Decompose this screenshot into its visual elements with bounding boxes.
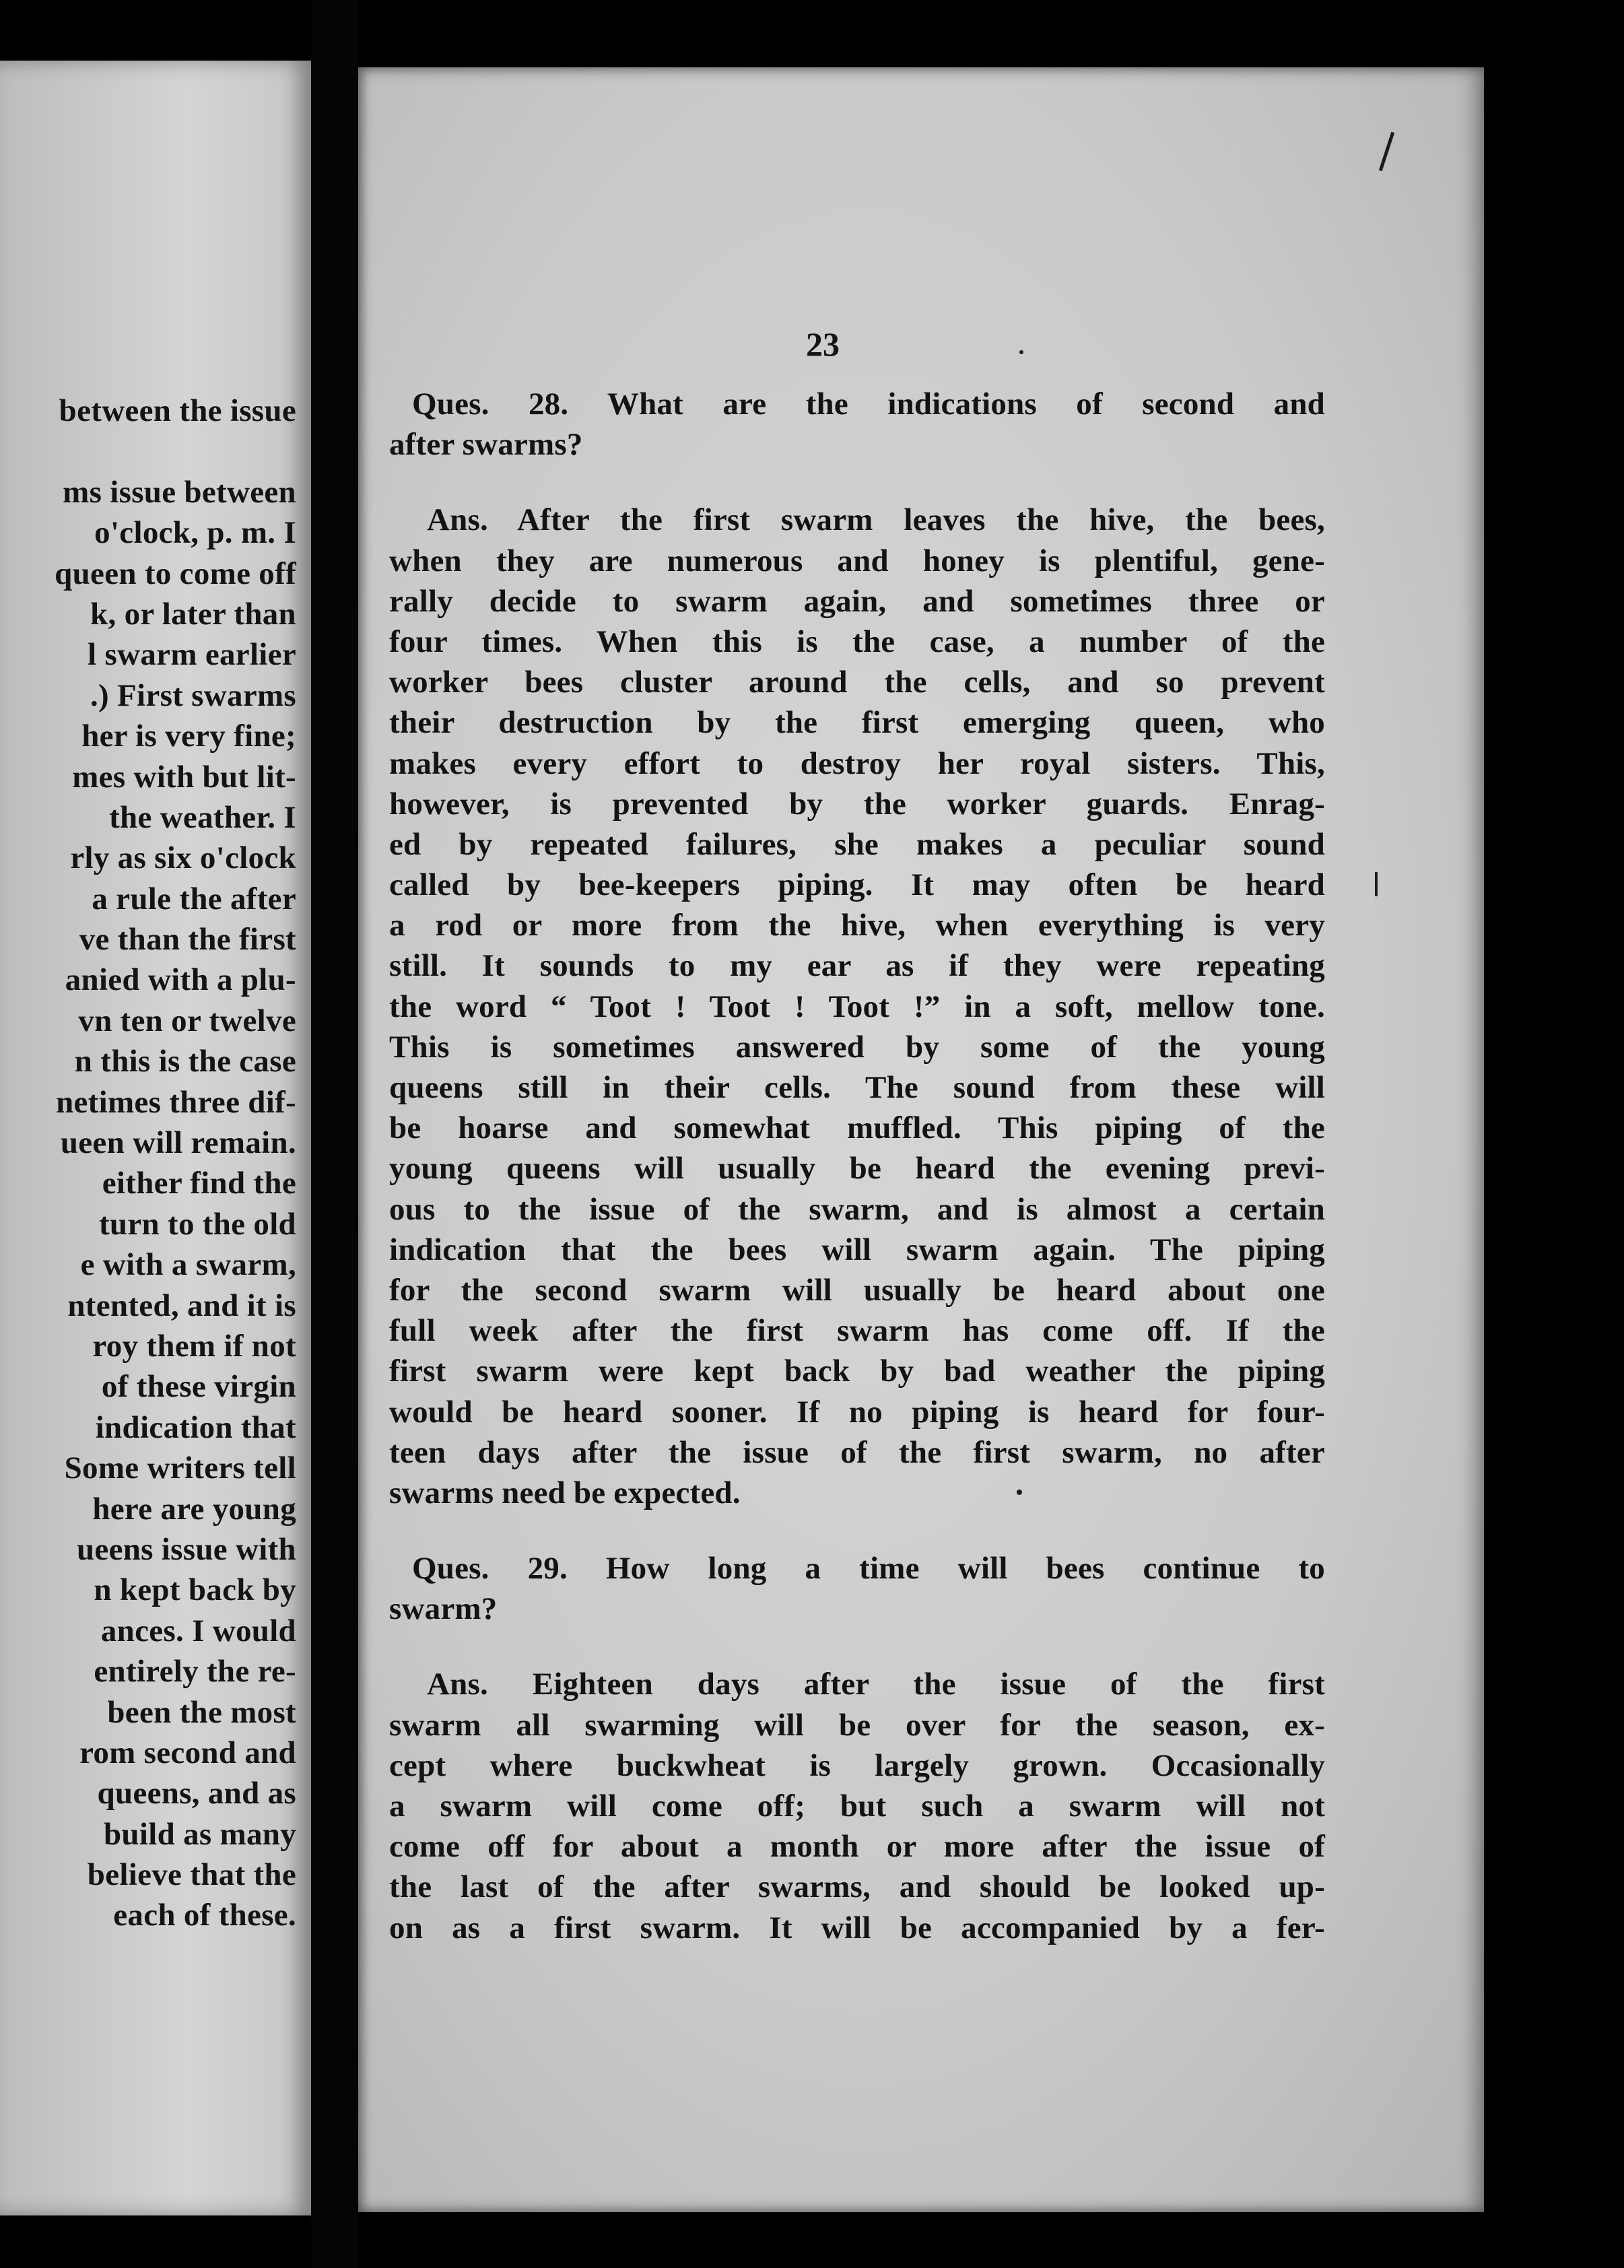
text-line: worker bees cluster around the cells, and so prevent (389, 665, 1325, 700)
left-line: ances. I would (100, 1613, 296, 1648)
margin-speck (1375, 872, 1378, 896)
book-gutter (311, 0, 358, 2268)
left-line: mes with but lit- (72, 759, 296, 795)
left-line: o'clock, p. m. I (94, 515, 296, 551)
text-line: come off for about a month or more after the issue of (389, 1829, 1325, 1865)
text-line: the last of the after swarms, and should be looked up- (389, 1869, 1325, 1905)
left-line: n this is the case (74, 1044, 296, 1079)
text-line: This is sometimes answered by some of the young (389, 1029, 1325, 1065)
left-line: each of these. (113, 1898, 296, 1933)
left-line: e with a swarm, (80, 1247, 296, 1283)
text-line: swarm all swarming will be over for the season, ex- (389, 1707, 1325, 1743)
text-line: full week after the first swarm has come off. If the (389, 1313, 1325, 1349)
left-facing-page (0, 61, 311, 2215)
left-line: of these virgin (101, 1369, 296, 1405)
text-line: Ques. 28. What are the indications of second and (412, 387, 1325, 422)
text-line: be hoarse and somewhat muffled. This piping of the (389, 1110, 1325, 1146)
left-line: ve than the first (79, 922, 296, 958)
left-line: either find the (102, 1166, 296, 1201)
left-line: ueen will remain. (60, 1125, 296, 1161)
text-line: ous to the issue of the swarm, and is almost a certain (389, 1191, 1325, 1227)
margin-speck (1017, 1490, 1022, 1495)
left-line: rom second and (79, 1735, 296, 1770)
left-line: l swarm earlier (88, 637, 296, 673)
question-29 (389, 1548, 1325, 1629)
left-line: ueens issue with (76, 1531, 296, 1567)
text-line: swarms need be expected. (389, 1475, 741, 1510)
left-line: n kept back by (94, 1572, 296, 1608)
left-line: netimes three dif- (56, 1084, 296, 1120)
text-line: however, is prevented by the worker guards. Enrag- (389, 786, 1325, 822)
text-line: their destruction by the first emerging queen, who (389, 705, 1325, 741)
page-body (389, 384, 1325, 1948)
page-number: 23 (806, 325, 840, 363)
left-line: vn ten or twelve (78, 1003, 296, 1038)
text-line: ed by repeated failures, she makes a peculiar sound (389, 826, 1325, 862)
text-line: after swarms? (389, 427, 583, 463)
question-28 (389, 384, 1325, 465)
left-line: turn to the old (98, 1206, 296, 1242)
answer-28 (389, 500, 1325, 1513)
text-line: for the second swarm will usually be heard about one (389, 1272, 1325, 1308)
text-line: Ques. 29. How long a time will bees continue to (412, 1551, 1325, 1587)
left-line: entirely the re- (94, 1654, 296, 1690)
left-line: indication that (95, 1409, 296, 1445)
left-line: anied with a plu- (65, 962, 296, 998)
left-line: k, or later than (90, 596, 296, 632)
left-line: roy them if not (92, 1328, 296, 1364)
left-line: build as many (103, 1816, 296, 1852)
text-line: swarm? (389, 1591, 498, 1627)
text-line: makes every effort to destroy her royal sisters. This, (389, 745, 1325, 781)
left-line: here are young (92, 1491, 296, 1527)
left-line: between the issue (59, 393, 296, 428)
text-line: a rod or more from the hive, when everything is very (389, 908, 1325, 943)
left-page-text (0, 391, 296, 1936)
text-line: queens still in their cells. The sound from these will (389, 1070, 1325, 1105)
text-line: would be heard sooner. If no piping is heard for four- (389, 1394, 1325, 1430)
text-line: young queens will usually be heard the evening previ- (389, 1151, 1325, 1187)
left-line: believe that the (87, 1857, 296, 1893)
right-page (358, 67, 1484, 2212)
text-line: cept where buckwheat is largely grown. Occasionally (389, 1747, 1325, 1783)
left-line: her is very fine; (81, 719, 296, 754)
left-line: ntented, and it is (67, 1288, 296, 1323)
text-line: indication that the bees will swarm again. The piping (389, 1232, 1325, 1267)
left-line: queen to come off (55, 556, 296, 591)
left-line (0, 431, 296, 471)
text-line: when they are numerous and honey is plentiful, gene- (389, 543, 1325, 578)
text-line: the word “ Toot ! Toot ! Toot !” in a soft, mellow tone. (389, 989, 1325, 1024)
text-line: teen days after the issue of the first swarm, no after (389, 1434, 1325, 1470)
text-line: rally decide to swarm again, and sometimes three or (389, 583, 1325, 619)
margin-speck (1019, 350, 1023, 354)
answer-29 (389, 1664, 1325, 1947)
text-line: on as a first swarm. It will be accompanied by a fer- (389, 1910, 1325, 1945)
left-line: .) First swarms (90, 677, 296, 713)
left-line: the weather. I (109, 799, 296, 835)
text-line: first swarm were kept back by bad weather the piping (389, 1354, 1325, 1389)
left-line: a rule the after (92, 881, 296, 916)
text-line: Ans. Eighteen days after the issue of the first (427, 1667, 1325, 1702)
text-line: a swarm will come off; but such a swarm will not (389, 1789, 1325, 1824)
text-line: still. It sounds to my ear as if they were repeating (389, 948, 1325, 984)
text-line: four times. When this is the case, a number of the (389, 624, 1325, 659)
margin-speck (1379, 132, 1394, 172)
text-line: called by bee-keepers piping. It may often be heard (389, 867, 1325, 903)
left-line: been the most (107, 1694, 296, 1730)
left-line: rly as six o'clock (70, 840, 296, 876)
left-line: queens, and as (97, 1776, 296, 1811)
left-line: Some writers tell (64, 1450, 296, 1486)
left-line: ms issue between (63, 474, 296, 510)
text-line: Ans. After the first swarm leaves the hive, the bees, (427, 502, 1325, 538)
